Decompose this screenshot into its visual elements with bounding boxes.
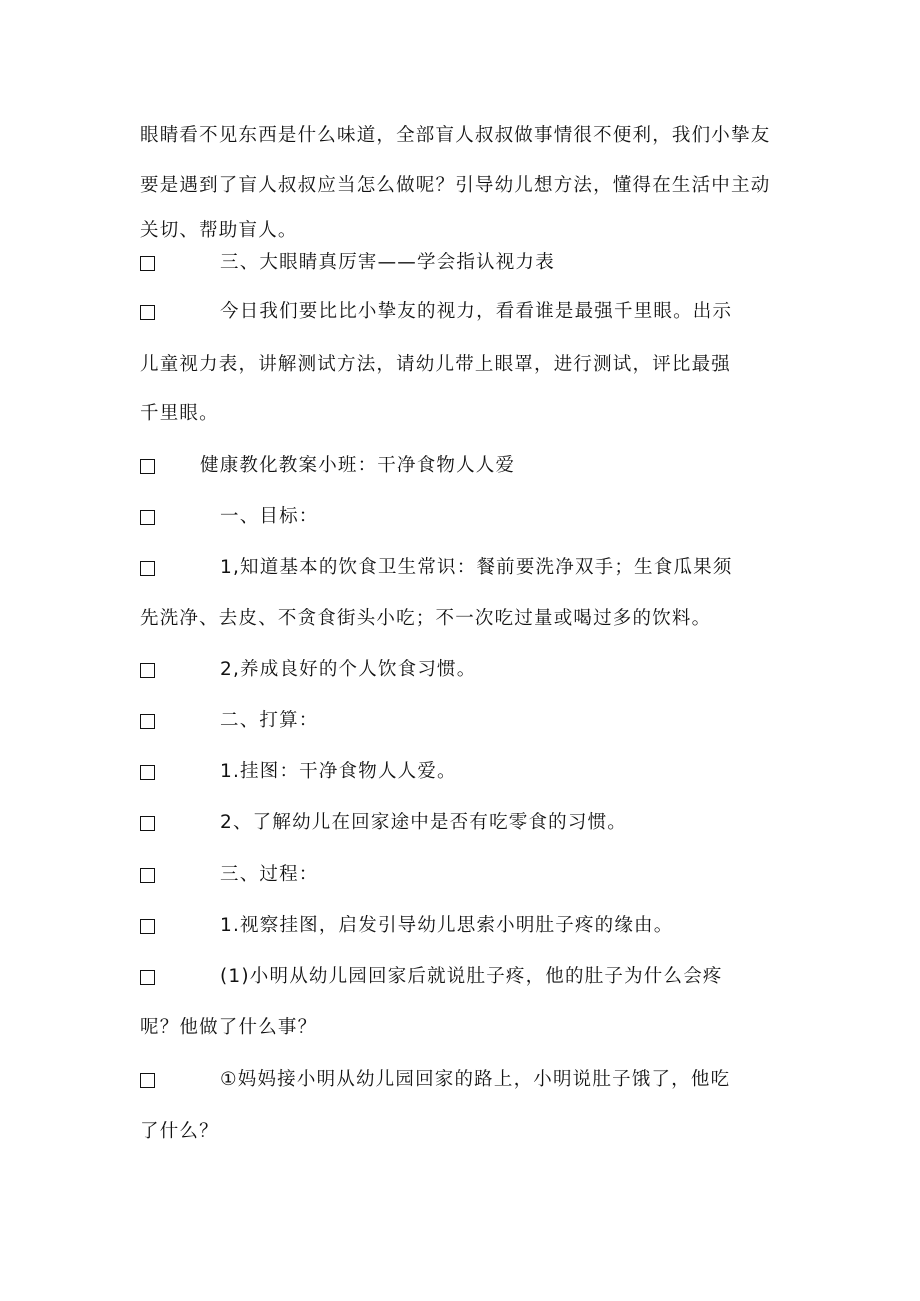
- checkbox[interactable]: [140, 663, 155, 678]
- checkbox[interactable]: [140, 919, 155, 934]
- checkbox[interactable]: [140, 561, 155, 576]
- checkbox[interactable]: [140, 256, 155, 271]
- body-line: 呢？他做了什么事？: [140, 1017, 318, 1038]
- body-line: 了什么？: [140, 1121, 219, 1142]
- body-line: 今日我们要比比小挚友的视力，看看谁是最强千里眼。出示: [220, 301, 733, 322]
- section-heading: 二、打算：: [220, 710, 319, 731]
- checkbox[interactable]: [140, 510, 155, 525]
- body-line: 2、了解幼儿在回家途中是否有吃零食的习惯。: [220, 812, 627, 833]
- checkbox[interactable]: [140, 305, 155, 320]
- body-line: ①妈妈接小明从幼儿园回家的路上，小明说肚子饿了，他吃: [220, 1069, 731, 1090]
- body-line: 1.挂图：干净食物人人爱。: [220, 761, 457, 782]
- checkbox[interactable]: [140, 970, 155, 985]
- body-line: 要是遇到了盲人叔叔应当怎么做呢？引导幼儿想方法，懂得在生活中主动: [140, 175, 771, 196]
- checkbox[interactable]: [140, 459, 155, 474]
- body-line: (1)小明从幼儿园回家后就说肚子疼，他的肚子为什么会疼: [220, 966, 723, 987]
- lesson-title: 健康教化教案小班：干净食物人人爱: [200, 455, 516, 476]
- body-line: 1.视察挂图，启发引导幼儿思索小明肚子疼的缘由。: [220, 915, 674, 936]
- body-line: 先洗净、去皮、不贪食街头小吃；不一次吃过量或喝过多的饮料。: [140, 608, 712, 629]
- body-line: 1,知道基本的饮食卫生常识：餐前要洗净双手；生食瓜果须: [220, 557, 733, 578]
- checkbox[interactable]: [140, 765, 155, 780]
- checkbox[interactable]: [140, 816, 155, 831]
- body-line: 千里眼。: [140, 403, 219, 424]
- body-line: 眼睛看不见东西是什么味道，全部盲人叔叔做事情很不便利，我们小挚友: [140, 125, 771, 146]
- checkbox[interactable]: [140, 1073, 155, 1088]
- body-line: 2,养成良好的个人饮食习惯。: [220, 659, 477, 680]
- checkbox[interactable]: [140, 714, 155, 729]
- body-line: 儿童视力表，讲解测试方法，请幼儿带上眼罩，进行测试，评比最强: [140, 354, 732, 375]
- section-heading: 三、过程：: [220, 864, 319, 885]
- section-heading: 一、目标：: [220, 506, 319, 527]
- body-line: 关切、帮助盲人。: [140, 220, 298, 241]
- section-heading: 三、大眼睛真厉害——学会指认视力表: [220, 252, 555, 273]
- checkbox[interactable]: [140, 868, 155, 883]
